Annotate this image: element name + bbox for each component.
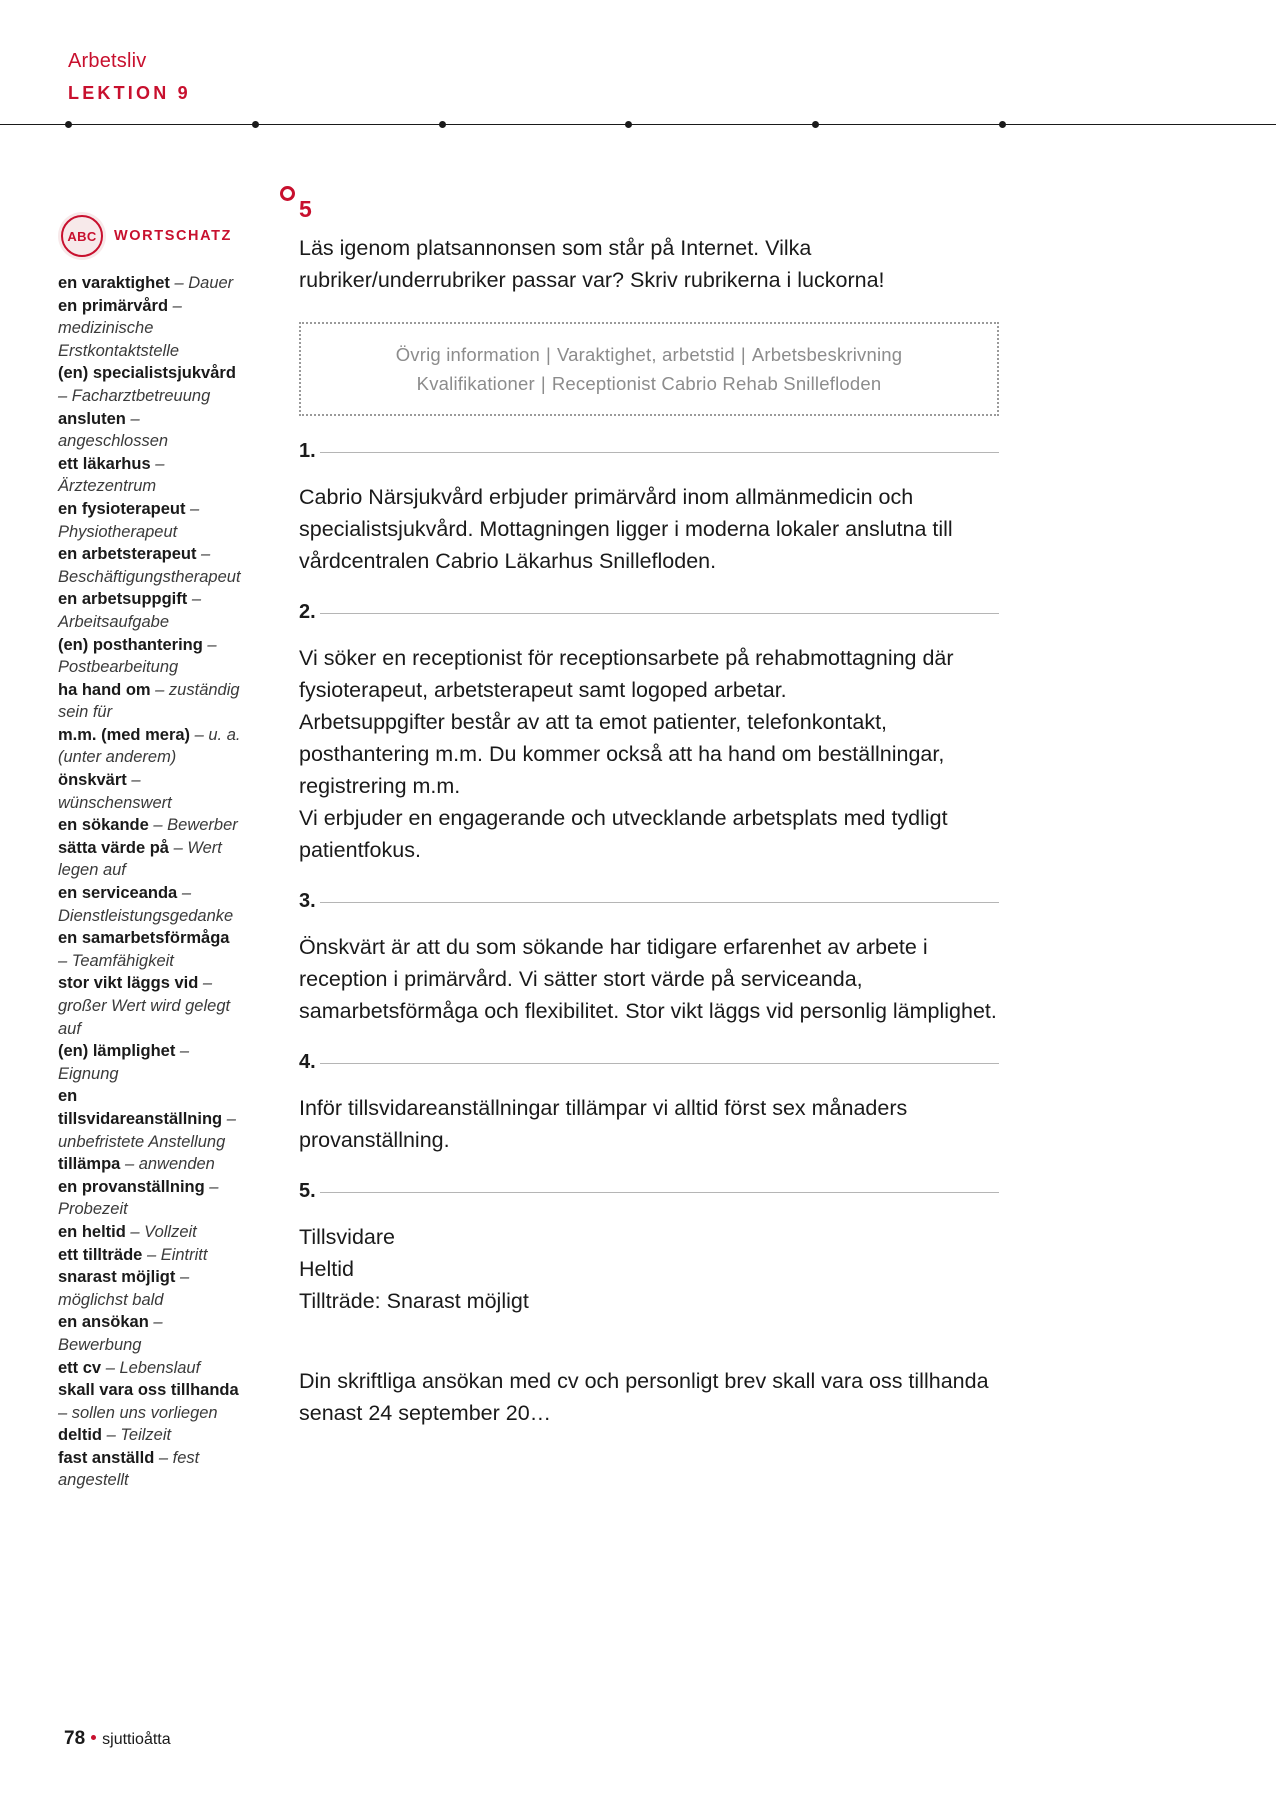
vocabulary-entry — [58, 1424, 242, 1447]
vocabulary-term-de: – Dauer — [174, 274, 234, 292]
item-paragraph: Heltid — [299, 1257, 354, 1281]
vocabulary-term-sv: sätta värde på — [58, 838, 174, 857]
vocabulary-term-de: – u. a. (unter anderem) — [58, 725, 241, 767]
word-bank-option[interactable]: Varaktighet, arbetstid — [556, 344, 735, 365]
vocabulary-entry — [58, 837, 242, 882]
answer-blank-row[interactable] — [299, 890, 999, 913]
vocabulary-entry — [58, 272, 242, 295]
vocabulary-term-de: – unbefristete Anstellung — [58, 1109, 236, 1151]
vocabulary-entry — [58, 295, 242, 363]
vocabulary-entry — [58, 882, 242, 927]
abc-icon — [58, 212, 106, 260]
vocabulary-term-sv: ha hand om — [58, 680, 156, 699]
vocabulary-term-sv: en provanställning — [58, 1177, 210, 1196]
vocabulary-term-de: – Eignung — [58, 1042, 190, 1083]
vocabulary-entry — [58, 1244, 242, 1267]
item-number: 3. — [299, 890, 316, 912]
answer-blank-line[interactable] — [320, 1063, 999, 1064]
vocabulary-entry — [58, 362, 242, 407]
vocabulary-term-sv: en ansökan — [58, 1313, 154, 1332]
vocabulary-entry — [58, 408, 242, 453]
rule-dot — [625, 121, 632, 128]
vocabulary-entry — [58, 543, 242, 588]
item-paragraph: Vi söker en receptionist för receptionsarbete på rehabmottagning där fysioterapeut, arbetsterapeut samt logoped arbetar. — [299, 646, 954, 702]
word-bank-option[interactable]: Receptionist Cabrio Rehab Snillefloden — [551, 373, 882, 394]
bullet-ring-icon — [280, 186, 295, 201]
vocabulary-term-de: – Eintritt — [146, 1245, 208, 1264]
rule-dot — [439, 121, 446, 128]
vocabulary-entry — [58, 814, 242, 837]
main-content — [299, 184, 999, 1429]
wortschatz-header — [58, 212, 242, 260]
vocabulary-term-de: – Probezeit — [58, 1177, 219, 1219]
vocabulary-term-sv: en fysioterapeut — [58, 499, 191, 518]
vocabulary-term-sv: en tillsvidareanställning — [58, 1087, 227, 1128]
rule-dot — [252, 121, 259, 128]
vocabulary-term-sv: (en) posthantering — [58, 635, 208, 654]
vocabulary-term-sv: skall vara oss tillhanda — [58, 1381, 239, 1400]
item-paragraph: Cabrio Närsjukvård erbjuder primärvård inom allmänmedicin och specialistsjukvård. Mottagningen ligger i moderna lokaler anslutna till vårdcentralen Cabrio Läkarhus Snillefloden. — [299, 485, 953, 573]
vocabulary-entry — [58, 769, 242, 814]
vocabulary-term-sv: fast anställd — [58, 1448, 159, 1467]
vocabulary-term-de: – angeschlossen — [58, 409, 169, 451]
item-paragraph: Vi erbjuder en engagerande och utvecklande arbetsplats med tydligt patientfokus. — [299, 806, 948, 862]
vocabulary-entry — [58, 1357, 242, 1380]
page-header — [68, 48, 1208, 106]
word-bank-option[interactable]: Övrig information — [395, 344, 540, 365]
answer-blank-line[interactable] — [320, 902, 999, 903]
vocabulary-term-de: – Postbearbeitung — [58, 635, 217, 677]
vocabulary-term-sv: ett tillträde — [58, 1245, 147, 1264]
word-bank-option[interactable]: Arbetsbeskrivning — [751, 344, 903, 365]
wortschatz-sidebar — [58, 212, 242, 1492]
vocabulary-term-sv: deltid — [58, 1426, 107, 1445]
vocabulary-term-de: – Lebenslauf — [105, 1358, 201, 1377]
vocabulary-term-sv: (en) specialistsjukvård — [58, 364, 236, 383]
exercise-items — [299, 440, 999, 1317]
vocabulary-term-sv: önskvärt — [58, 771, 132, 790]
vocabulary-term-sv: en varaktighet — [58, 274, 175, 292]
word-bank-line-1 — [315, 340, 983, 369]
header-rule — [0, 124, 1276, 136]
rule-dot — [999, 121, 1006, 128]
answer-blank-row[interactable] — [299, 1051, 999, 1074]
vocabulary-entry — [58, 453, 242, 498]
wortschatz-label: WORTSCHATZ — [114, 228, 233, 244]
vocabulary-term-sv: (en) lämplighet — [58, 1042, 180, 1061]
lesson-label: LEKTION 9 — [68, 83, 191, 103]
vocabulary-term-sv: en arbetsterapeut — [58, 545, 202, 564]
item-paragraph: Inför tillsvidareanställningar tillämpar vi alltid först sex månaders provanställning. — [299, 1096, 908, 1152]
vocabulary-term-de: – Beschäftigungstherapeut — [58, 545, 241, 586]
vocabulary-list — [58, 272, 242, 1492]
vocabulary-entry — [58, 972, 242, 1040]
vocabulary-term-sv: snarast möjligt — [58, 1268, 180, 1287]
vocabulary-term-de: – Bewerbung — [58, 1313, 163, 1354]
answer-blank-row[interactable] — [299, 440, 999, 463]
vocabulary-term-de: – Physiotherapeut — [58, 499, 200, 541]
vocabulary-term-de: – medizinische Erstkontaktstelle — [58, 296, 182, 360]
vocabulary-entry — [58, 679, 242, 724]
answer-blank-line[interactable] — [320, 613, 999, 614]
word-bank-separator: | — [545, 344, 551, 365]
vocabulary-entry — [58, 588, 242, 633]
vocabulary-term-de: – großer Wert wird gelegt auf — [58, 974, 231, 1038]
abc-badge-label: ABC — [67, 228, 97, 244]
vocabulary-term-de: – zuständig sein für — [58, 680, 240, 722]
vocabulary-entry — [58, 1221, 242, 1244]
vocabulary-term-de: – Dienstleistungsgedanke — [58, 884, 234, 925]
vocabulary-term-de: – Vollzeit — [130, 1222, 197, 1241]
vocabulary-term-de: – Bewerber — [153, 816, 238, 835]
vocabulary-entry — [58, 498, 242, 543]
vocabulary-entry — [58, 927, 242, 972]
item-number: 2. — [299, 601, 316, 623]
vocabulary-entry — [58, 1266, 242, 1311]
rule-dot — [812, 121, 819, 128]
chapter-title: Arbetsliv — [68, 50, 147, 72]
vocabulary-term-sv: en heltid — [58, 1222, 131, 1241]
answer-blank-line[interactable] — [320, 1192, 999, 1193]
vocabulary-term-de: – möglichst bald — [58, 1268, 190, 1309]
vocabulary-term-sv: en samarbetsförmåga — [58, 929, 230, 948]
vocabulary-term-sv: ett läkarhus — [58, 454, 156, 473]
word-bank-separator: | — [740, 344, 746, 365]
word-bank-box — [299, 322, 999, 416]
vocabulary-term-de: – Teamfähigkeit — [58, 951, 174, 970]
vocabulary-term-de: – sollen uns vorliegen — [58, 1403, 218, 1422]
exercise-instruction: Läs igenom platsannonsen som står på Internet. Vilka rubriker/underrubriker passar var? Skriv rubrikerna i luckorna! — [299, 236, 885, 292]
item-number: 1. — [299, 440, 316, 462]
vocabulary-term-de: – wünschenswert — [58, 771, 172, 812]
answer-blank-row[interactable] — [299, 1180, 999, 1203]
footer-dot-icon — [91, 1735, 96, 1740]
page-footer — [64, 1728, 171, 1750]
vocabulary-term-de: – Wert legen auf — [58, 838, 222, 880]
vocabulary-term-sv: en sökande — [58, 816, 154, 835]
vocabulary-term-de: – Facharztbetreuung — [58, 386, 211, 405]
rule-dot — [65, 121, 72, 128]
vocabulary-term-sv: tillämpa — [58, 1155, 125, 1174]
page-number: 78 — [64, 1728, 86, 1749]
vocabulary-entry — [58, 1040, 242, 1085]
exercise-number: 5 — [299, 196, 312, 222]
vocabulary-term-sv: ansluten — [58, 409, 131, 428]
item-number: 4. — [299, 1051, 316, 1073]
item-paragraph: Arbetsuppgifter består av att ta emot patienter, telefonkontakt, posthantering m.m. Du kommer också att ha hand om beställningar, registrering m.m. — [299, 710, 945, 798]
vocabulary-entry — [58, 724, 242, 769]
vocabulary-entry — [58, 1379, 242, 1424]
vocabulary-term-sv: ett cv — [58, 1358, 106, 1377]
closing-paragraph: Din skriftliga ansökan med cv och personligt brev skall vara oss tillhanda senast 24 september 20… — [299, 1369, 989, 1425]
vocabulary-term-de: – Ärztezentrum — [58, 454, 165, 496]
vocabulary-term-sv: en serviceanda — [58, 884, 182, 903]
vocabulary-entry — [58, 1311, 242, 1356]
vocabulary-term-de: – anwenden — [124, 1155, 215, 1174]
item-paragraph: Tillsvidare — [299, 1225, 395, 1249]
item-paragraph: Önskvärt är att du som sökande har tidigare erfarenhet av arbete i reception i primärvård. Vi sätter stort värde på serviceanda, samarbetsförmåga och flexibilitet. Stor vikt läggs vid personlig lämplighet. — [299, 935, 997, 1023]
word-bank-separator: | — [540, 373, 546, 394]
item-paragraph: Tillträde: Snarast möjligt — [299, 1289, 529, 1313]
vocabulary-term-sv: stor vikt läggs vid — [58, 974, 203, 993]
vocabulary-term-de: – fest angestellt — [58, 1448, 200, 1490]
word-bank-line-2 — [315, 369, 983, 398]
vocabulary-entry — [58, 1153, 242, 1176]
vocabulary-term-sv: m.m. (med mera) — [58, 725, 195, 744]
item-number: 5. — [299, 1180, 316, 1202]
vocabulary-term-sv: en primärvård — [58, 296, 173, 315]
word-bank-option[interactable]: Kvalifikationer — [416, 373, 535, 394]
page-number-word: sjuttioåtta — [102, 1731, 171, 1748]
vocabulary-entry — [58, 634, 242, 679]
exercise-header — [299, 184, 999, 228]
vocabulary-term-de: – Teilzeit — [106, 1426, 172, 1445]
vocabulary-entry — [58, 1085, 242, 1153]
header-rule-line — [0, 124, 1276, 125]
vocabulary-entry — [58, 1447, 242, 1492]
vocabulary-term-sv: en arbetsuppgift — [58, 590, 192, 609]
vocabulary-entry — [58, 1176, 242, 1221]
answer-blank-row[interactable] — [299, 601, 999, 624]
vocabulary-term-de: – Arbeitsaufgabe — [58, 590, 202, 631]
answer-blank-line[interactable] — [320, 452, 999, 453]
